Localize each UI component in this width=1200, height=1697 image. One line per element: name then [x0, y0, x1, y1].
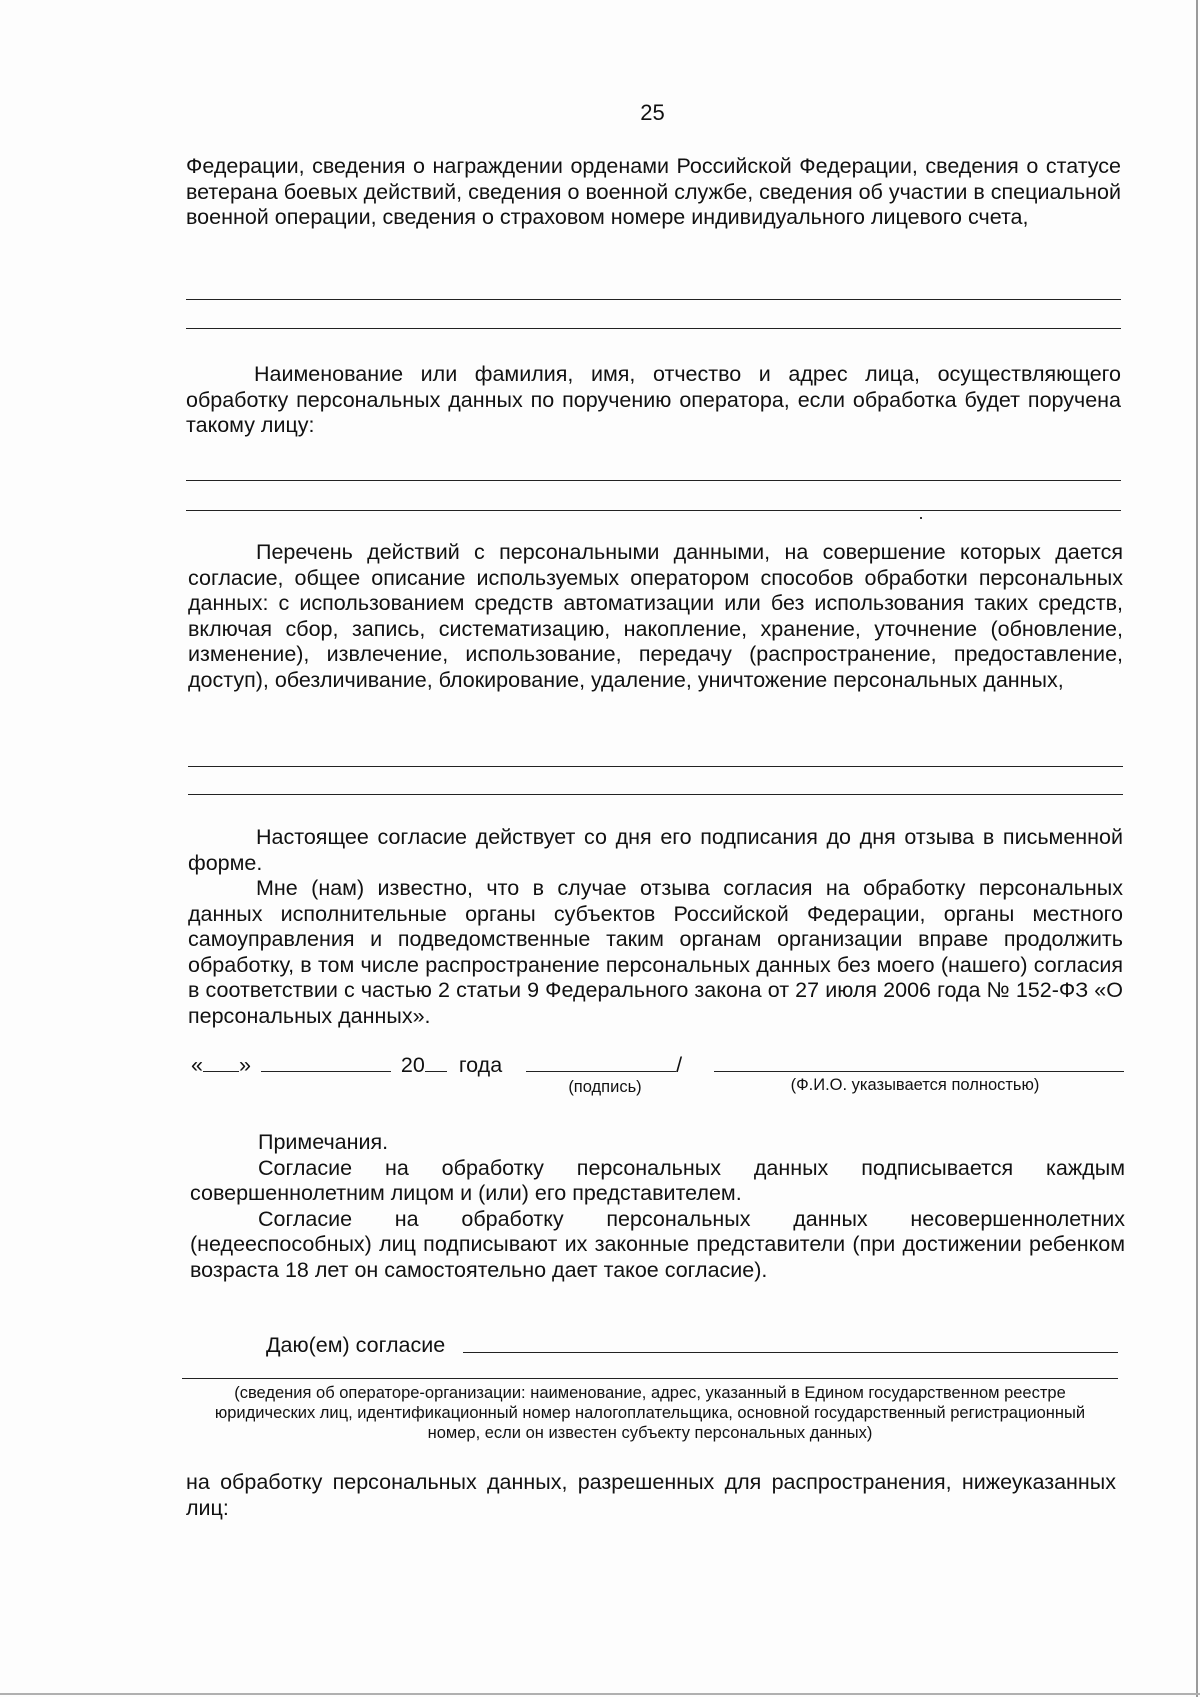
- signature-caption: (подпись): [568, 1078, 642, 1096]
- consent-tail-text: на обработку персональных данных, разрешенных для распространения, нижеуказанных лиц:: [186, 1470, 1116, 1520]
- fill-in-line[interactable]: [188, 766, 1123, 767]
- full-name-field[interactable]: [714, 1051, 1124, 1072]
- scan-edge-right: [1196, 0, 1198, 1697]
- fill-in-line[interactable]: [186, 510, 1121, 511]
- section3-text: Перечень действий с персональными данными, на совершение которых дается согласие, общее описание используемых оператором способов обработки персональных данных: с использованием средств автоматизации или без использования таких средств, включая сбор, запись, систематизацию, накопление, хранение, уточнение (обновление, изменение), извлечение, использование, передачу (распространение, предоставление, доступ), обезличивание, блокирование, удаление, уничтожение персональных данных,: [188, 540, 1123, 692]
- signature-field[interactable]: [526, 1051, 676, 1072]
- actions-list-paragraph: [188, 540, 1123, 693]
- fill-in-line[interactable]: [186, 299, 1121, 300]
- signature-slash: /: [676, 1053, 683, 1077]
- notes-block: [190, 1130, 1125, 1283]
- consent-label: Даю(ем) согласие: [266, 1333, 446, 1357]
- fill-in-line[interactable]: [186, 480, 1121, 481]
- open-quote: «: [191, 1053, 203, 1077]
- close-quote: »: [238, 1053, 251, 1077]
- personal-data-list-continuation: [186, 154, 1121, 231]
- month-field[interactable]: [261, 1051, 391, 1072]
- full-name-caption: (Ф.И.О. указывается полностью): [790, 1076, 1040, 1094]
- page-number: 25: [640, 100, 665, 125]
- year-prefix: 20: [400, 1053, 425, 1077]
- year-suffix: года: [458, 1053, 503, 1077]
- consent-tail: [186, 1470, 1116, 1521]
- operator-details-caption: (сведения об операторе-организации: наименование, адрес, указанный в Едином государственном реестре юридических лиц, идентификационный номер налогоплательщика, основной государственный регистрационный номер, если он известен субъекту персональных данных): [214, 1384, 1086, 1442]
- notes-heading: Примечания.: [258, 1130, 389, 1154]
- fill-in-line[interactable]: [186, 328, 1121, 329]
- section1-text: Федерации, сведения о награждении орденами Российской Федерации, сведения о статусе ветерана боевых действий, сведения о военной службе, сведения об участии в специальной военной операции, сведения о страховом номере индивидуального лицевого счета,: [186, 154, 1121, 229]
- processor-name-paragraph: [186, 362, 1121, 439]
- date-signature-row: [191, 1051, 1124, 1078]
- day-field[interactable]: [203, 1051, 239, 1072]
- year-field[interactable]: [425, 1051, 447, 1072]
- operator-details-line[interactable]: [182, 1378, 1118, 1379]
- validity-text: Настоящее согласие действует со дня его подписания до дня отзыва в письменной форме.: [188, 825, 1123, 875]
- section2-text: Наименование или фамилия, имя, отчество и адрес лица, осуществляющего обработку персональных данных по поручению оператора, если обработка будет поручена такому лицу:: [186, 362, 1121, 437]
- validity-paragraphs: [188, 825, 1123, 1029]
- operator-name-line[interactable]: [463, 1352, 1118, 1353]
- note-minor-consent: Согласие на обработку персональных данных несовершеннолетних (недееспособных) лиц подписывают их законные представители (при достижении ребенком возраста 18 лет он самостоятельно дает такое согласие).: [190, 1206, 1125, 1282]
- fill-in-line[interactable]: [188, 794, 1123, 795]
- note-adult-consent: Согласие на обработку персональных данных подписывается каждым совершеннолетним лицом и (или) его представителем.: [190, 1155, 1125, 1205]
- revocation-text: Мне (нам) известно, что в случае отзыва согласия на обработку персональных данных исполнительные органы субъектов Российской Федерации, органы местного самоуправления и подведомственные таким органам организации вправе продолжить обработку, в том числе распространение персональных данных без моего (нашего) согласия в соответствии с частью 2 статьи 9 Федерального закона от 27 июля 2006 года № 152-ФЗ «О персональных данных».: [188, 876, 1123, 1028]
- scan-speck: [920, 517, 922, 519]
- scan-edge-bottom: [0, 1693, 1200, 1695]
